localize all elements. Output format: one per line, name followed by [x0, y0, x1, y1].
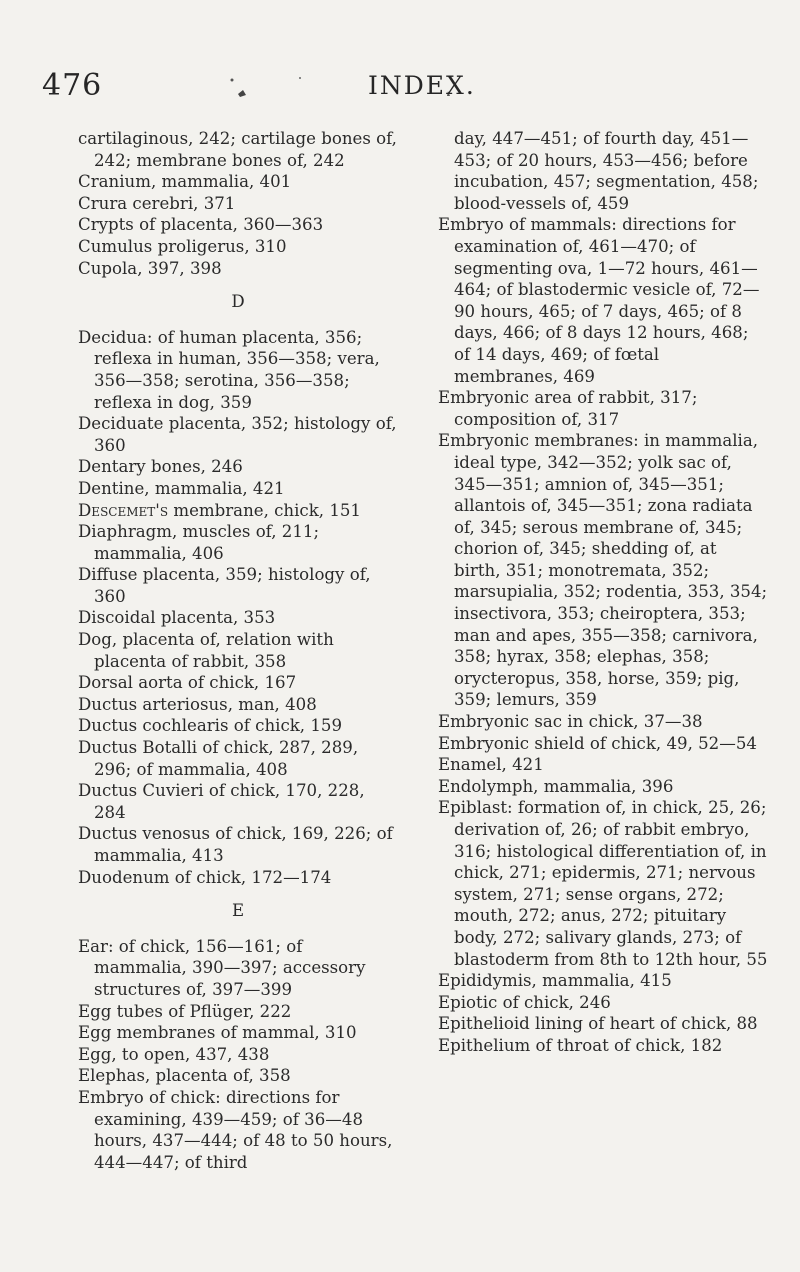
index-entry: Crura cerebri, 371 — [78, 193, 236, 213]
index-entry: Ductus cochlearis of chick, 159 — [78, 716, 343, 736]
index-entry-continued: day, 447—451; of fourth day, 451—453; of 20 hours, 453—456; before incubation, 457; segmentation, 458; blood-vessels of, 459 — [454, 129, 759, 213]
index-entry: cartilaginous, 242; cartilage bones of, 242; membrane bones of, 242 — [78, 129, 397, 170]
index-entry: Dog, placenta of, relation with placenta of rabbit, 358 — [78, 630, 334, 671]
index-entry: Embryonic sac in chick, 37—38 — [438, 712, 703, 732]
page-number: 476 — [42, 68, 103, 103]
index-entry: Elephas, placenta of, 358 — [78, 1066, 291, 1086]
index-entry: Diffuse placenta, 359; histology of, 360 — [78, 565, 371, 606]
index-entry: Embryonic membranes: in mammalia, ideal type, 342—352; yolk sac of, 345—351; amnion of, 345—351; allantois of, 345—351; zona radiata of, 345; serous membrane of, 345; chorion of, 345; shedding of, at birth, 351; monotremata, 352; marsupialia, 352; rodentia, 353, 354; insectivora, 353; cheiroptera, 353; man and apes, 355—358; carnivora, 358; hyrax, 358; elephas, 358; orycteropus, 358, horse, 359; pig, 359; lemurs, 359 — [438, 431, 768, 710]
index-entry: Ear: of chick, 156—161; of mammalia, 390—397; accessory structures of, 397—399 — [78, 936, 366, 999]
index-entry: Dentine, mammalia, 421 — [78, 478, 285, 498]
index-entry: Embryo of chick: directions for examining, 439—459; of 36—48 hours, 437—444; of 48 to 50 hours, 444—447; of third — [78, 1087, 393, 1172]
section-letter-d: D — [231, 292, 245, 312]
descemet-name: Descemet's — [78, 500, 169, 520]
index-entry: Embryonic area of rabbit, 317; composition of, 317 — [438, 388, 698, 429]
index-entry: Discoidal placenta, 353 — [78, 608, 276, 628]
index-entry: Dentary bones, 246 — [78, 457, 243, 477]
index-entry: Duodenum of chick, 172—174 — [78, 867, 332, 887]
index-entry: Dorsal aorta of chick, 167 — [78, 673, 297, 693]
index-entry: Epithelioid lining of heart of chick, 88 — [438, 1014, 758, 1034]
index-entry: Egg tubes of Pflüger, 222 — [78, 1001, 292, 1021]
index-entry: Epiotic of chick, 246 — [438, 992, 611, 1012]
index-entry: Cumulus proligerus, 310 — [78, 236, 287, 256]
index-entry: Ductus arteriosus, man, 408 — [78, 694, 317, 714]
index-entry: Deciduate placenta, 352; histology of, 360 — [78, 414, 397, 455]
index-entry: Endolymph, mammalia, 396 — [438, 776, 674, 796]
index-entry: Epithelium of throat of chick, 182 — [438, 1035, 723, 1055]
index-entry: Epididymis, mammalia, 415 — [438, 971, 672, 991]
running-head: INDEX. — [368, 71, 476, 100]
index-entry: Ductus Botalli of chick, 287, 289, 296; of mammalia, 408 — [78, 738, 359, 779]
index-entry: Diaphragm, muscles of, 211; mammalia, 406 — [78, 522, 320, 563]
index-entry: Enamel, 421 — [438, 755, 544, 775]
descemet-rest: membrane, chick, 151 — [168, 500, 361, 520]
index-entry: Egg, to open, 437, 438 — [78, 1044, 270, 1064]
index-entry: Ductus venosus of chick, 169, 226; of mammalia, 413 — [78, 824, 393, 865]
page-header — [0, 68, 800, 112]
index-entry: Crypts of placenta, 360—363 — [78, 215, 324, 235]
index-entry: Cupola, 397, 398 — [78, 258, 222, 278]
index-entry: Egg membranes of mammal, 310 — [78, 1023, 357, 1043]
index-column-right — [438, 128, 768, 1057]
index-entry: Cranium, mammalia, 401 — [78, 172, 292, 192]
section-letter-e: E — [231, 901, 245, 921]
index-entry: Ductus Cuvieri of chick, 170, 228, 284 — [78, 781, 365, 822]
index-entry-descemet — [78, 500, 398, 522]
index-entry: Embryonic shield of chick, 49, 52—54 — [438, 733, 757, 753]
index-entry: Decidua: of human placenta, 356; reflexa in human, 356—358; vera, 356—358; serotina, 356—358; reflexa in dog, 359 — [78, 327, 380, 412]
index-entry: Epiblast: formation of, in chick, 25, 26; derivation of, 26; of rabbit embryo, 316; histological differentiation of, in chick, 271; epidermis, 271; nervous system, 271; sense organs, 272; mouth, 272; anus, 272; pituitary body, 272; salivary glands, 273; of blastoderm from 8th to 12th hour, 55 — [438, 798, 768, 969]
index-entry: Embryo of mammals: directions for examination of, 461—470; of segmenting ova, 1—72 hours, 461—464; of blastodermic vesicle of, 72—90 hours, 465; of 7 days, 465; of 8 days, 466; of 8 days 12 hours, 468; of 14 days, 469; of fœtal membranes, 469 — [438, 215, 760, 386]
index-column-left — [78, 128, 398, 1173]
